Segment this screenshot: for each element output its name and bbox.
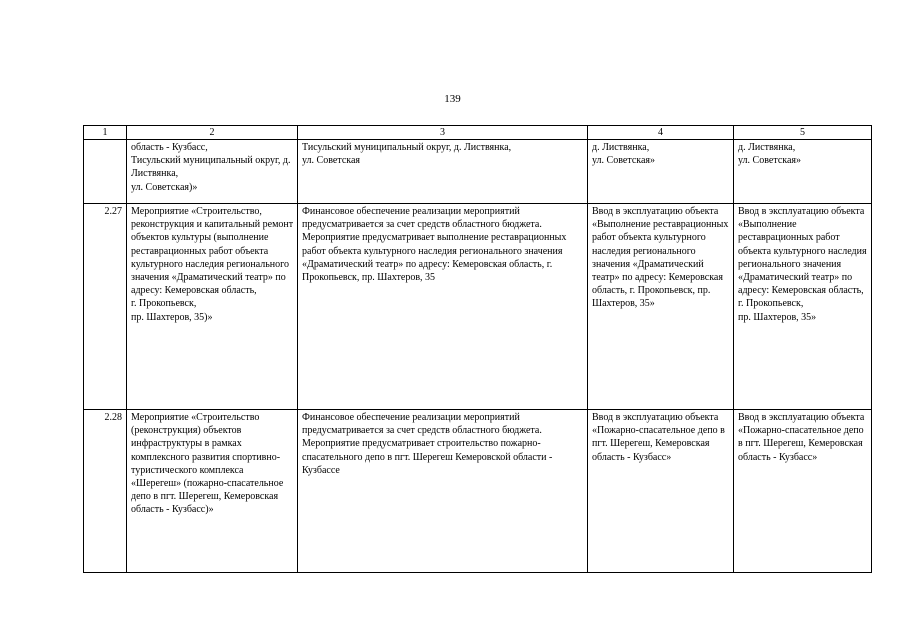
- event-description-cell: Финансовое обеспечение реализации мероприятий предусматривается за счет средств областного бюджета. Мероприятие предусматривает выполнение реставрационных работ объекта культурного наследия регионального значения «Драматический театр» по адресу: Кемеровская область, г. Прокопьевск, пр. Шахтеров, 35: [298, 204, 588, 410]
- page-number: 139: [444, 93, 461, 105]
- event-description-cell: Финансовое обеспечение реализации мероприятий предусматривается за счет средств областного бюджета. Мероприятие предусматривает строительство пожарно-спасательного депо в пгт. Шерегеш Кемеровской области - Кузбассе: [298, 410, 588, 573]
- expected-result-cell: Ввод в эксплуатацию объекта «Выполнение реставрационных работ объекта культурного наследия регионального значения «Драматический театр» по адресу: Кемеровская область, г. Прокопьевск, пр. Шахтеров, 35»: [588, 204, 734, 410]
- row-number: 2.28: [84, 410, 127, 573]
- column-number-1: 1: [84, 126, 127, 140]
- indicator-cell: Ввод в эксплуатацию объекта «Выполнение реставрационных работ объекта культурного наследия регионального значения «Драматический театр» по адресу: Кемеровская область, г. Прокопьевск, пр. Шахтеров, 35»: [734, 204, 872, 410]
- column-number-4: 4: [588, 126, 734, 140]
- table-row: [84, 204, 872, 410]
- event-name-cell: Мероприятие «Строительство (реконструкция) объектов инфраструктуры в рамках комплексного развития спортивно-туристического комплекса «Шерегеш» (пожарно-спасательное депо в пгт. Шерегеш, Кемеровская область - Кузбасс)»: [127, 410, 298, 573]
- table-row: [84, 410, 872, 573]
- table-row-continuation: [84, 140, 872, 204]
- column-number-2: 2: [127, 126, 298, 140]
- row-number: 2.27: [84, 204, 127, 410]
- event-name-cell: Мероприятие «Строительство, реконструкция и капитальный ремонт объектов культуры (выполнение реставрационных работ объекта культурного наследия регионального значения «Драматический театр» по адресу: Кемеровская область, г. Прокопьевск, пр. Шахтеров, 35)»: [127, 204, 298, 410]
- indicator-cell: д. Листвянка, ул. Советская»: [734, 140, 872, 204]
- expected-result-cell: д. Листвянка, ул. Советская»: [588, 140, 734, 204]
- expected-result-cell: Ввод в эксплуатацию объекта «Пожарно-спасательное депо в пгт. Шерегеш, Кемеровская область - Кузбасс»: [588, 410, 734, 573]
- program-table: [83, 125, 872, 573]
- event-description-cell: Тисульский муниципальный округ, д. Листвянка, ул. Советская: [298, 140, 588, 204]
- indicator-cell: Ввод в эксплуатацию объекта «Пожарно-спасательное депо в пгт. Шерегеш, Кемеровская область - Кузбасс»: [734, 410, 872, 573]
- table-header-row: [84, 126, 872, 140]
- column-number-5: 5: [734, 126, 872, 140]
- row-number: [84, 140, 127, 204]
- event-name-cell: область - Кузбасс, Тисульский муниципальный округ, д. Листвянка, ул. Советская)»: [127, 140, 298, 204]
- column-number-3: 3: [298, 126, 588, 140]
